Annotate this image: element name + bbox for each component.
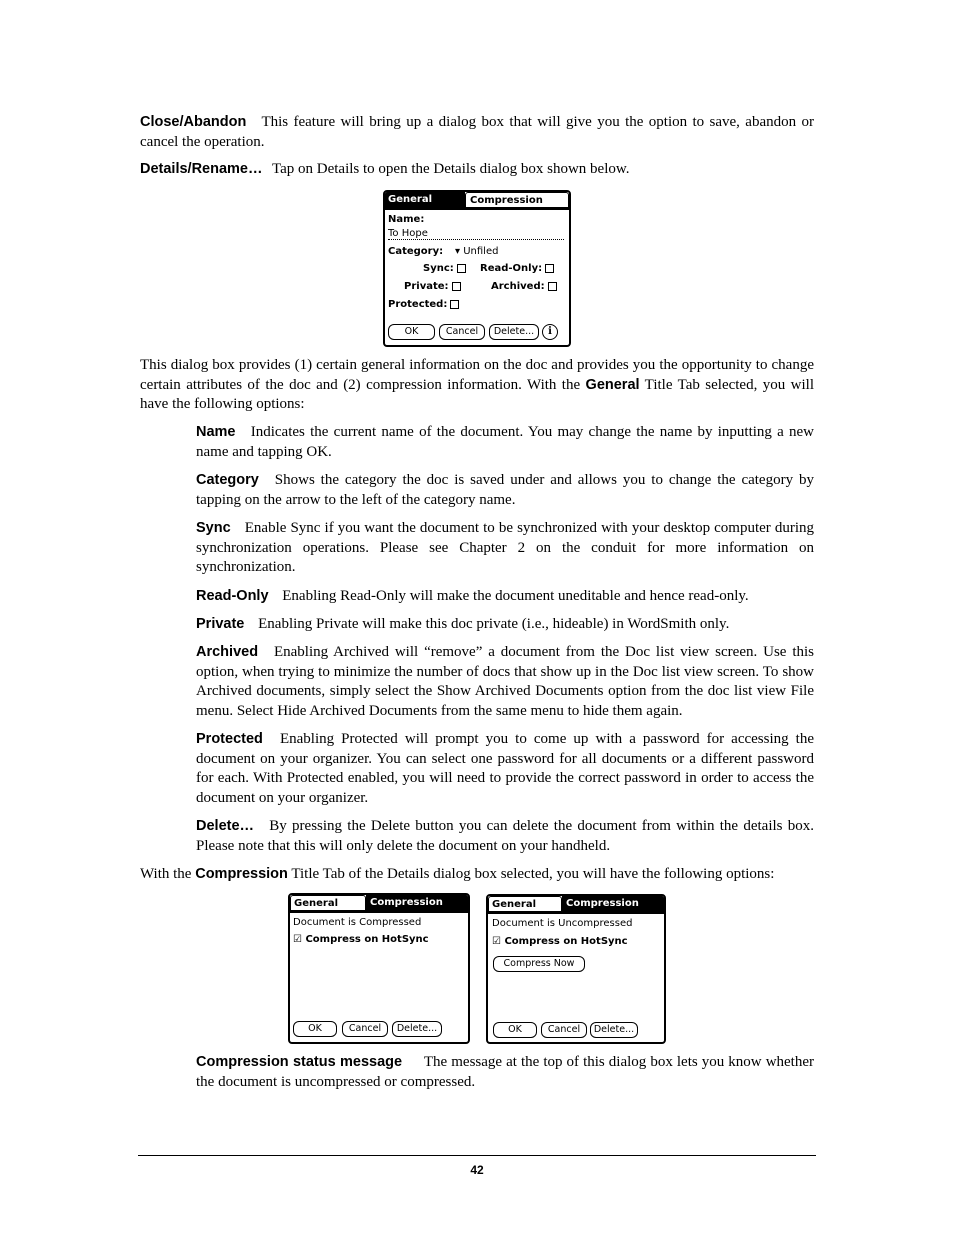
delete-term: Delete… (196, 818, 255, 834)
delete-paragraph (196, 817, 814, 856)
tab-general[interactable]: General (290, 895, 366, 911)
page-number: 42 (470, 1163, 484, 1177)
details-rename-term: Details/Rename… (140, 161, 263, 177)
compressed-dialog-screenshot (288, 893, 470, 1044)
uncompressed-dialog-screenshot (486, 894, 666, 1044)
delete-button[interactable]: Delete... (489, 324, 539, 340)
archived-term: Archived (196, 644, 259, 660)
private-paragraph (196, 615, 814, 635)
compress-now-button[interactable]: Compress Now (493, 956, 585, 972)
name-term: Name (196, 424, 236, 440)
tab-general[interactable]: General (488, 896, 562, 912)
read-only-text: Enabling Read-Only will make the document uneditable and hence read-only. (282, 588, 749, 604)
protected-term: Protected (196, 731, 263, 747)
tab-compression[interactable]: Compression (366, 895, 468, 911)
close-abandon-term: Close/Abandon (140, 114, 247, 130)
sync-paragraph (196, 519, 814, 578)
dialog-tab-bar (488, 896, 664, 912)
protected-label: Protected: (388, 299, 448, 310)
compress-on-hotsync-row[interactable] (293, 934, 429, 945)
archived-checkbox[interactable] (548, 282, 557, 291)
tab-compression[interactable]: Compression (465, 192, 569, 208)
name-field[interactable] (388, 228, 564, 240)
protected-row[interactable] (388, 299, 459, 310)
checked-checkbox-icon[interactable]: ☑ (492, 936, 501, 947)
name-label: Name: (388, 214, 425, 225)
read-only-row[interactable] (480, 263, 554, 274)
footer-rule (138, 1155, 816, 1156)
cancel-button[interactable]: Cancel (342, 1021, 388, 1037)
tab-divider (385, 208, 569, 210)
delete-button[interactable]: Delete... (590, 1022, 638, 1038)
compression-intro-paragraph (140, 865, 814, 885)
private-row[interactable] (404, 281, 461, 292)
compress-on-hotsync-label: Compress on HotSync (305, 934, 429, 945)
ok-button[interactable]: OK (293, 1021, 337, 1037)
compression-status-term: Compression status message (196, 1054, 403, 1070)
protected-text: Enabling Protected will prompt you to come up with a password for accessing the document on your organizer. You can select one password for all documents or a different password for each. With Protected enabled, you will need to provide the correct password in order to access the document on your organizer. (196, 731, 815, 806)
tab-compression[interactable]: Compression (562, 896, 664, 912)
triangle-down-icon: ▾ (455, 246, 461, 257)
intro-paragraph (140, 356, 814, 415)
category-picker[interactable] (455, 246, 498, 257)
tab-general[interactable]: General (385, 192, 465, 208)
compression-status-message: Document is Uncompressed (492, 918, 633, 929)
archived-text: Enabling Archived will “remove” a document from the Doc list view screen. Use this option, when trying to minimize the number of docs that show up in the Doc list view screen. To show Archived documents, simply select the Show Archived Documents option from the doc list view File menu. Select Hide Archived Documents from the same menu to hide them again. (196, 644, 815, 719)
dialog-tab-bar (385, 192, 569, 208)
read-only-checkbox[interactable] (545, 264, 554, 273)
compression-intro-text-a: With the (140, 866, 196, 882)
details-rename-paragraph (140, 160, 814, 180)
close-abandon-text: This feature will bring up a dialog box that will give you the option to save, abandon or cancel the operation. (140, 114, 814, 150)
archived-row[interactable] (491, 281, 557, 292)
intro-term: General (585, 376, 640, 393)
name-paragraph (196, 423, 814, 462)
compression-intro-text-b: Title Tab of the Details dialog box selected, you will have the following options: (287, 866, 775, 882)
compression-status-paragraph (196, 1053, 814, 1092)
category-paragraph (196, 471, 814, 510)
delete-button[interactable]: Delete... (392, 1021, 442, 1037)
sync-row[interactable] (423, 263, 466, 274)
sync-label: Sync: (423, 263, 454, 274)
dialog-tab-bar (290, 895, 468, 911)
read-only-term: Read-Only (196, 588, 269, 604)
compression-status-message: Document is Compressed (293, 917, 422, 928)
intro-text-a: This dialog box provides (1) certain general information on the doc and provides you the opportunity to change certain attributes of the doc and (2) compression information. With the (140, 357, 814, 393)
sync-text: Enable Sync if you want the document to be synchronized with your desktop computer during synchronization operations. Please see Chapter 2 on the conduit for more information on synchronization. (196, 520, 815, 575)
category-value: Unfiled (463, 246, 499, 257)
ok-button[interactable]: OK (388, 324, 435, 340)
archived-paragraph (196, 643, 814, 721)
cancel-button[interactable]: Cancel (439, 324, 485, 340)
tab-divider (290, 911, 468, 913)
private-label: Private: (404, 281, 449, 292)
protected-checkbox[interactable] (450, 300, 459, 309)
read-only-paragraph (196, 587, 814, 607)
intro-text-b: Title Tab selected, you will have the following options: (140, 376, 814, 412)
archived-label: Archived: (491, 281, 545, 292)
details-rename-text: Tap on Details to open the Details dialog box shown below. (271, 161, 630, 177)
delete-text: By pressing the Delete button you can delete the document from within the details box. Please note that this will only delete the document on your handheld. (196, 818, 815, 854)
compression-status-text: The message at the top of this dialog box lets you know whether the document is uncompressed or compressed. (196, 1054, 814, 1090)
protected-paragraph (196, 730, 814, 808)
info-icon[interactable]: i (542, 324, 558, 340)
name-value: To Hope (388, 228, 428, 239)
read-only-label: Read-Only: (480, 263, 543, 274)
cancel-button[interactable]: Cancel (541, 1022, 587, 1038)
category-label: Category: (388, 246, 444, 257)
compress-on-hotsync-row[interactable] (492, 936, 628, 947)
compression-intro-term: Compression (195, 866, 288, 882)
private-checkbox[interactable] (452, 282, 461, 291)
private-text: Enabling Private will make this doc private (i.e., hideable) in WordSmith only. (258, 616, 730, 632)
private-term: Private (196, 616, 245, 632)
close-abandon-paragraph (140, 113, 814, 152)
sync-checkbox[interactable] (457, 264, 466, 273)
tab-divider (488, 912, 664, 914)
category-term: Category (196, 472, 259, 488)
details-dialog-screenshot (383, 190, 571, 347)
compress-on-hotsync-label: Compress on HotSync (504, 936, 628, 947)
sync-term: Sync (196, 520, 231, 536)
ok-button[interactable]: OK (493, 1022, 537, 1038)
name-text: Indicates the current name of the document. You may change the name by inputting a new name and tapping OK. (196, 424, 815, 460)
checked-checkbox-icon[interactable]: ☑ (293, 934, 302, 945)
category-text: Shows the category the doc is saved under and allows you to change the category by tapping on the arrow to the left of the category name. (196, 472, 814, 508)
